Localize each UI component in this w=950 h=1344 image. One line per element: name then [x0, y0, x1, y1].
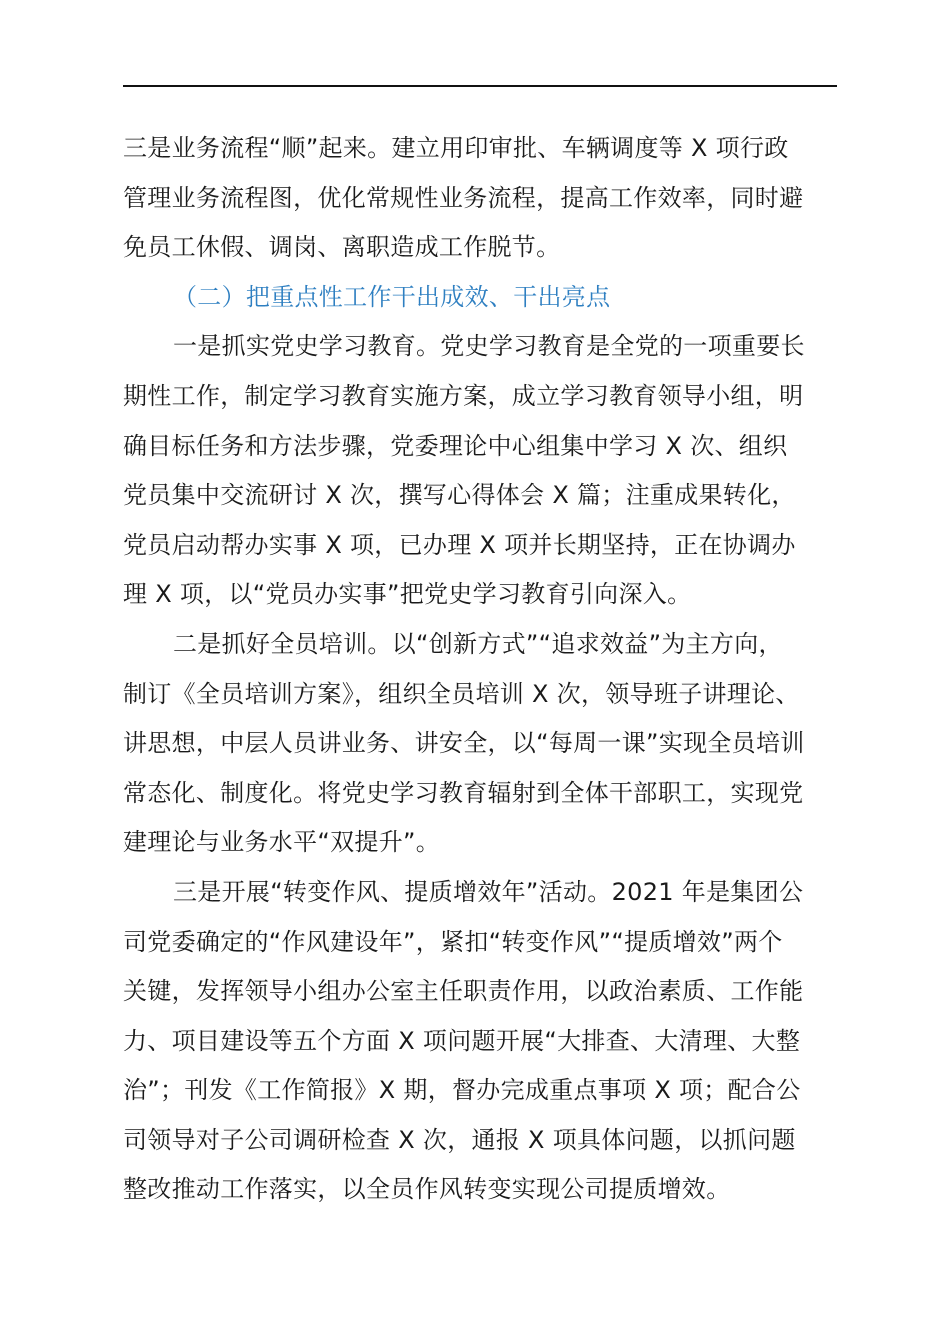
- text-line: 期性工作，制定学习教育实施方案，成立学习教育领导小组，明: [123, 381, 804, 410]
- section-heading: （二）把重点性工作干出成效、干出亮点: [173, 282, 611, 311]
- text-line: 确目标任务和方法步骤，党委理论中心组集中学习 X 次、组织: [123, 431, 788, 460]
- text-line: 理 X 项，以“党员办实事”把党史学习教育引向深入。: [123, 580, 692, 609]
- text-line: 三是开展“转变作风、提质增效年”活动。2021 年是集团公: [173, 877, 804, 906]
- document-body: [123, 124, 845, 1215]
- text-line: 一是抓实党史学习教育。党史学习教育是全党的一项重要长: [173, 332, 805, 361]
- text-line: 治”；刊发《工作简报》X 期，督办完成重点事项 X 项；配合公: [123, 1076, 801, 1105]
- text-line: 司领导对子公司调研检查 X 次，通报 X 项具体问题，以抓问题: [123, 1125, 796, 1154]
- text-line: 力、项目建设等五个方面 X 项问题开展“大排查、大清理、大整: [123, 1026, 801, 1055]
- text-line: 党员启动帮办实事 X 项，已办理 X 项并长期坚持，正在协调办: [123, 530, 796, 559]
- header-rule: [123, 85, 837, 87]
- text-line: 党员集中交流研讨 X 次，撰写心得体会 X 篇；注重成果转化，: [123, 481, 796, 510]
- text-line: 整改推动工作落实，以全员作风转变实现公司提质增效。: [123, 1175, 731, 1204]
- text-line: 关键，发挥领导小组办公室主任职责作用，以政治素质、工作能: [123, 977, 804, 1006]
- text-line: 免员工休假、调岗、离职造成工作脱节。: [123, 233, 561, 262]
- text-line: 司党委确定的“作风建设年”，紧扣“转变作风”“提质增效”两个: [123, 927, 783, 956]
- text-line: 管理业务流程图，优化常规性业务流程，提高工作效率，同时避: [123, 183, 804, 212]
- text-line: 常态化、制度化。将党史学习教育辐射到全体干部职工，实现党: [123, 778, 804, 807]
- text-line: 二是抓好全员培训。以“创新方式”“追求效益”为主方向，: [173, 629, 783, 658]
- text-line: 三是业务流程“顺”起来。建立用印审批、车辆调度等 X 项行政: [123, 134, 789, 162]
- text-line: 制订《全员培训方案》，组织全员培训 X 次，领导班子讲理论、: [123, 679, 800, 708]
- text-line: 讲思想，中层人员讲业务、讲安全，以“每周一课”实现全员培训: [123, 729, 805, 758]
- text-line: 建理论与业务水平“双提升”。: [123, 828, 441, 857]
